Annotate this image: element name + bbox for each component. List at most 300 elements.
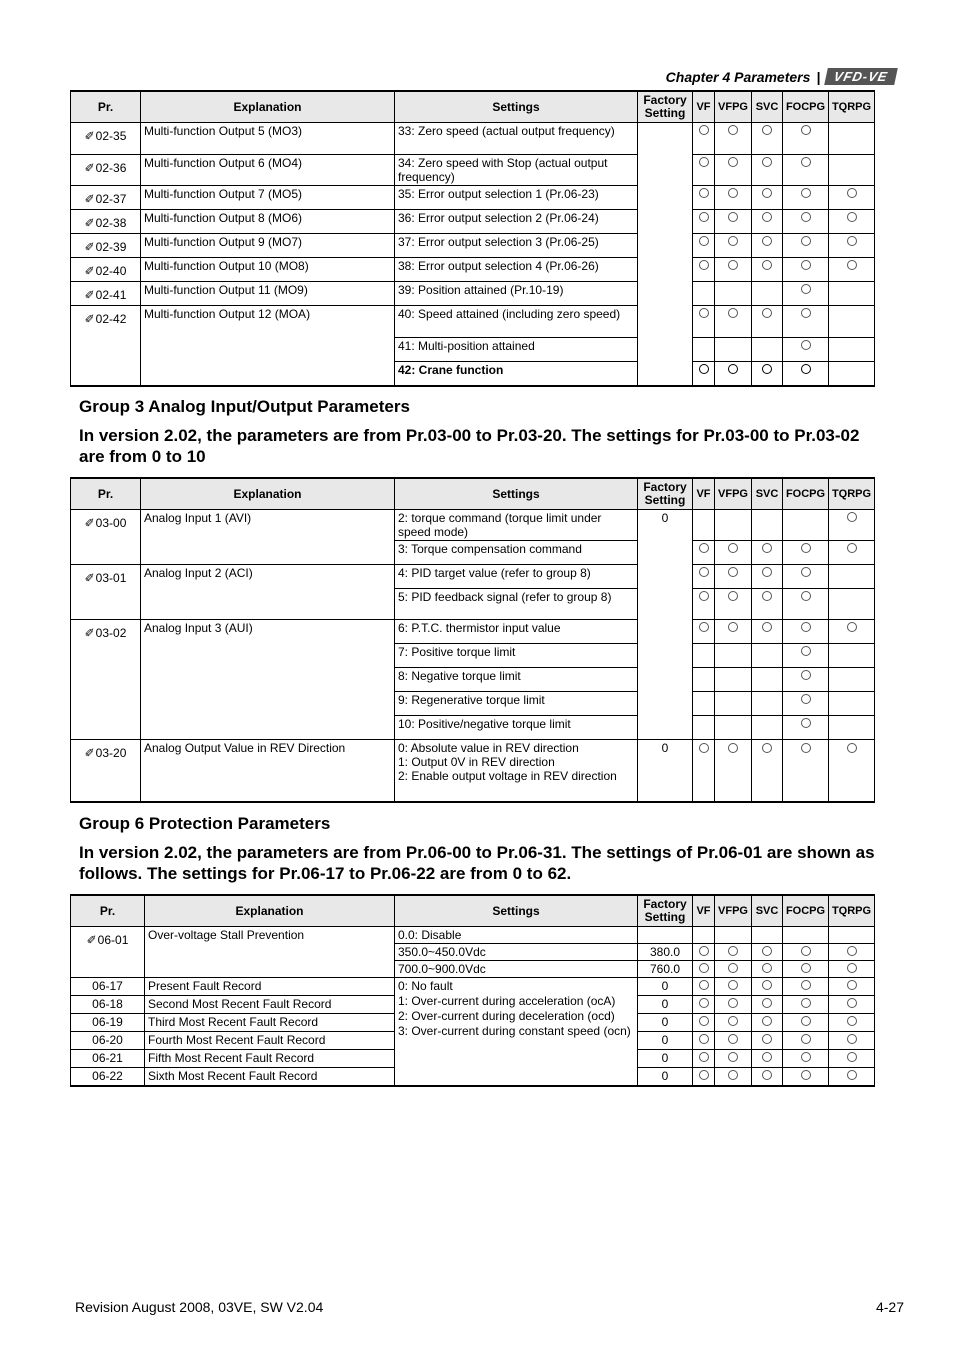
supported-circle-icon bbox=[801, 125, 811, 135]
supported-circle-icon bbox=[762, 212, 772, 222]
mode-cell-vfpg bbox=[715, 644, 752, 668]
mode-cell-vf bbox=[693, 186, 715, 210]
mode-cell-svc bbox=[752, 258, 783, 282]
chapter-title: Chapter 4 Parameters bbox=[665, 68, 811, 85]
supported-circle-icon bbox=[762, 1070, 772, 1080]
factory-setting: 0 bbox=[638, 1068, 693, 1086]
mode-cell-vfpg bbox=[715, 978, 752, 996]
table-header-row bbox=[71, 91, 875, 123]
setting-line: 0: No fault bbox=[398, 979, 453, 993]
supported-circle-icon bbox=[801, 670, 811, 680]
param-number-text: 02-42 bbox=[95, 312, 127, 326]
editable-param-icon: ✐ bbox=[84, 288, 95, 302]
mode-cell-vf bbox=[693, 978, 715, 996]
mode-cell-focpg bbox=[783, 620, 829, 644]
mode-cell-svc bbox=[752, 961, 783, 978]
mode-cell-vfpg bbox=[715, 210, 752, 234]
mode-cell-vfpg bbox=[715, 620, 752, 644]
supported-circle-icon bbox=[699, 622, 709, 632]
setting-line: 2: Over-current during deceleration (ocd) bbox=[398, 1009, 615, 1023]
mode-cell-svc bbox=[752, 996, 783, 1014]
setting-text: 33: Zero speed (actual output frequency) bbox=[395, 123, 638, 155]
supported-circle-icon bbox=[699, 743, 709, 753]
param-explanation: Multi-function Output 7 (MO5) bbox=[141, 186, 395, 210]
supported-circle-icon bbox=[728, 743, 738, 753]
param-number: 06-22 bbox=[71, 1068, 145, 1086]
mode-cell-tqrpg bbox=[829, 1068, 875, 1086]
mode-cell-vfpg bbox=[715, 944, 752, 961]
mode-cell-vfpg bbox=[715, 362, 752, 386]
supported-circle-icon bbox=[801, 963, 811, 973]
mode-cell-vf bbox=[693, 668, 715, 692]
mode-cell bbox=[715, 740, 752, 802]
mode-cell-vf bbox=[693, 589, 715, 620]
supported-circle-icon bbox=[699, 364, 709, 374]
mode-cell-svc bbox=[752, 155, 783, 186]
param-number-text: 02-37 bbox=[95, 192, 127, 206]
setting-text bbox=[395, 740, 638, 802]
supported-circle-icon bbox=[801, 157, 811, 167]
editable-param-icon: ✐ bbox=[84, 129, 95, 143]
supported-circle-icon bbox=[762, 1052, 772, 1062]
editable-param-icon: ✐ bbox=[84, 312, 95, 326]
supported-circle-icon bbox=[847, 260, 857, 270]
param-explanation: Multi-function Output 8 (MO6) bbox=[141, 210, 395, 234]
setting-text: 34: Zero speed with Stop (actual output frequency) bbox=[395, 155, 638, 186]
supported-circle-icon bbox=[762, 622, 772, 632]
param-number: 06-18 bbox=[71, 996, 145, 1014]
param-number bbox=[71, 234, 141, 258]
mode-cell-svc bbox=[752, 234, 783, 258]
header-separator: | bbox=[816, 68, 821, 85]
col-factory: Factory Setting bbox=[638, 895, 693, 927]
supported-circle-icon bbox=[801, 646, 811, 656]
setting-text: 2: torque command (torque limit under speed mode) bbox=[395, 510, 638, 541]
supported-circle-icon bbox=[847, 963, 857, 973]
param-explanation: Fifth Most Recent Fault Record bbox=[145, 1050, 395, 1068]
mode-cell-vf bbox=[693, 510, 715, 541]
table-row bbox=[71, 282, 875, 306]
editable-param-icon: ✐ bbox=[84, 264, 95, 278]
param-number: 06-21 bbox=[71, 1050, 145, 1068]
supported-circle-icon bbox=[728, 946, 738, 956]
supported-circle-icon bbox=[847, 1052, 857, 1062]
supported-circle-icon bbox=[801, 284, 811, 294]
mode-cell bbox=[783, 740, 829, 802]
mode-cell-tqrpg bbox=[829, 258, 875, 282]
col-tqrpg: TQRPG bbox=[829, 478, 875, 510]
mode-cell-focpg bbox=[783, 644, 829, 668]
supported-circle-icon bbox=[699, 1034, 709, 1044]
group6-title: Group 6 Protection Parameters bbox=[79, 814, 331, 833]
supported-circle-icon bbox=[801, 946, 811, 956]
param-explanation: Sixth Most Recent Fault Record bbox=[145, 1068, 395, 1086]
mode-cell-svc bbox=[752, 362, 783, 386]
mode-cell-vfpg bbox=[715, 338, 752, 362]
mode-cell-focpg bbox=[783, 306, 829, 338]
mode-cell-vfpg bbox=[715, 961, 752, 978]
mode-cell-vf bbox=[693, 210, 715, 234]
param-number bbox=[71, 510, 141, 565]
supported-circle-icon bbox=[728, 1070, 738, 1080]
supported-circle-icon bbox=[847, 980, 857, 990]
setting-text: 350.0~450.0Vdc bbox=[395, 944, 638, 961]
supported-circle-icon bbox=[801, 980, 811, 990]
mode-cell-vf bbox=[693, 338, 715, 362]
supported-circle-icon bbox=[801, 308, 811, 318]
table-row bbox=[71, 740, 875, 802]
setting-line: 1: Over-current during acceleration (ocA) bbox=[398, 994, 616, 1008]
mode-cell-focpg bbox=[783, 362, 829, 386]
mode-cell-vfpg bbox=[715, 668, 752, 692]
mode-cell-focpg bbox=[783, 996, 829, 1014]
mode-cell-focpg bbox=[783, 589, 829, 620]
param-number bbox=[71, 927, 145, 978]
supported-circle-icon bbox=[699, 963, 709, 973]
mode-cell-vf bbox=[693, 362, 715, 386]
supported-circle-icon bbox=[801, 694, 811, 704]
mode-cell-tqrpg bbox=[829, 565, 875, 589]
mode-cell-focpg bbox=[783, 565, 829, 589]
col-pr: Pr. bbox=[71, 895, 145, 927]
param-number-text: 03-01 bbox=[95, 571, 127, 585]
supported-circle-icon bbox=[762, 980, 772, 990]
mode-cell-vfpg bbox=[715, 1032, 752, 1050]
param-number bbox=[71, 620, 141, 740]
supported-circle-icon bbox=[801, 998, 811, 1008]
param-number: 06-17 bbox=[71, 978, 145, 996]
supported-circle-icon bbox=[762, 236, 772, 246]
mode-cell-vfpg bbox=[715, 1068, 752, 1086]
mode-cell-focpg bbox=[783, 234, 829, 258]
supported-circle-icon bbox=[762, 157, 772, 167]
supported-circle-icon bbox=[699, 1070, 709, 1080]
supported-circle-icon bbox=[801, 743, 811, 753]
param-explanation: Analog Input 1 (AVI) bbox=[141, 510, 395, 565]
factory-setting: 0 bbox=[638, 740, 693, 802]
col-vfpg: VFPG bbox=[715, 478, 752, 510]
table-header-row bbox=[71, 895, 875, 927]
mode-cell-focpg bbox=[783, 716, 829, 740]
supported-circle-icon bbox=[847, 1034, 857, 1044]
col-vfpg: VFPG bbox=[715, 895, 752, 927]
mode-cell-svc bbox=[752, 510, 783, 541]
mode-cell-vfpg bbox=[715, 306, 752, 338]
mode-cell bbox=[829, 740, 875, 802]
mode-cell-focpg bbox=[783, 338, 829, 362]
param-number: 06-19 bbox=[71, 1014, 145, 1032]
param-explanation: Fourth Most Recent Fault Record bbox=[145, 1032, 395, 1050]
param-number-text: 02-38 bbox=[95, 216, 127, 230]
mode-cell-tqrpg bbox=[829, 620, 875, 644]
mode-cell-focpg bbox=[783, 1068, 829, 1086]
mode-cell-vf bbox=[693, 541, 715, 565]
param-explanation: Analog Input 3 (AUI) bbox=[141, 620, 395, 740]
supported-circle-icon bbox=[762, 364, 772, 374]
mode-cell-vfpg bbox=[715, 927, 752, 944]
supported-circle-icon bbox=[801, 260, 811, 270]
mode-cell-focpg bbox=[783, 978, 829, 996]
mode-cell-tqrpg bbox=[829, 944, 875, 961]
col-vf: VF bbox=[693, 91, 715, 123]
supported-circle-icon bbox=[801, 364, 811, 374]
mode-cell-vf bbox=[693, 961, 715, 978]
editable-param-icon: ✐ bbox=[84, 626, 95, 640]
supported-circle-icon bbox=[847, 1070, 857, 1080]
supported-circle-icon bbox=[847, 543, 857, 553]
footer-revision: Revision August 2008, 03VE, SW V2.04 bbox=[75, 1299, 324, 1315]
mode-cell-svc bbox=[752, 282, 783, 306]
mode-cell-tqrpg bbox=[829, 961, 875, 978]
supported-circle-icon bbox=[762, 260, 772, 270]
supported-circle-icon bbox=[728, 591, 738, 601]
supported-circle-icon bbox=[728, 125, 738, 135]
supported-circle-icon bbox=[762, 1034, 772, 1044]
supported-circle-icon bbox=[728, 157, 738, 167]
setting-text: 37: Error output selection 3 (Pr.06-25) bbox=[395, 234, 638, 258]
param-explanation: Multi-function Output 9 (MO7) bbox=[141, 234, 395, 258]
mode-cell-vf bbox=[693, 1068, 715, 1086]
supported-circle-icon bbox=[699, 1016, 709, 1026]
supported-circle-icon bbox=[801, 591, 811, 601]
mode-cell-tqrpg bbox=[829, 155, 875, 186]
supported-circle-icon bbox=[801, 1034, 811, 1044]
setting-text: 5: PID feedback signal (refer to group 8) bbox=[395, 589, 638, 620]
factory-setting bbox=[638, 927, 693, 944]
mode-cell-tqrpg bbox=[829, 362, 875, 386]
supported-circle-icon bbox=[728, 1052, 738, 1062]
mode-cell-tqrpg bbox=[829, 186, 875, 210]
supported-circle-icon bbox=[728, 364, 738, 374]
setting-text: 36: Error output selection 2 (Pr.06-24) bbox=[395, 210, 638, 234]
group3-note: In version 2.02, the parameters are from Pr.03-00 to Pr.03-20. The settings for Pr.03-00 to Pr.03-02 are from 0 to 10 bbox=[79, 426, 860, 466]
mode-cell-svc bbox=[752, 668, 783, 692]
mode-cell-vfpg bbox=[715, 510, 752, 541]
supported-circle-icon bbox=[728, 188, 738, 198]
factory-setting: 0 bbox=[638, 1032, 693, 1050]
setting-text: 700.0~900.0Vdc bbox=[395, 961, 638, 978]
mode-cell-focpg bbox=[783, 123, 829, 155]
editable-param-icon: ✐ bbox=[84, 192, 95, 206]
mode-cell-svc bbox=[752, 123, 783, 155]
param-explanation: Second Most Recent Fault Record bbox=[145, 996, 395, 1014]
mode-cell-focpg bbox=[783, 668, 829, 692]
factory-setting: 0 bbox=[638, 996, 693, 1014]
mode-cell-tqrpg bbox=[829, 978, 875, 996]
table-row bbox=[71, 927, 875, 944]
col-settings: Settings bbox=[395, 478, 638, 510]
factory-setting: 0 bbox=[638, 1014, 693, 1032]
col-pr: Pr. bbox=[71, 91, 141, 123]
mode-cell-vf bbox=[693, 234, 715, 258]
mode-cell-svc bbox=[752, 306, 783, 338]
param-number bbox=[71, 740, 141, 802]
mode-cell-svc bbox=[752, 1014, 783, 1032]
mode-cell-focpg bbox=[783, 692, 829, 716]
table-row bbox=[71, 123, 875, 155]
supported-circle-icon bbox=[847, 236, 857, 246]
param-explanation: Multi-function Output 5 (MO3) bbox=[141, 123, 395, 155]
supported-circle-icon bbox=[728, 308, 738, 318]
mode-cell-vfpg bbox=[715, 186, 752, 210]
param-explanation: Third Most Recent Fault Record bbox=[145, 1014, 395, 1032]
mode-cell-vf bbox=[693, 644, 715, 668]
setting-text: 10: Positive/negative torque limit bbox=[395, 716, 638, 740]
supported-circle-icon bbox=[801, 1070, 811, 1080]
setting-line: 1: Output 0V in REV direction bbox=[398, 755, 555, 769]
supported-circle-icon bbox=[762, 125, 772, 135]
mode-cell-vf bbox=[693, 258, 715, 282]
supported-circle-icon bbox=[801, 188, 811, 198]
supported-circle-icon bbox=[762, 543, 772, 553]
mode-cell-tqrpg bbox=[829, 541, 875, 565]
param-number bbox=[71, 123, 141, 155]
mode-cell-vf bbox=[693, 996, 715, 1014]
table-row bbox=[71, 155, 875, 186]
supported-circle-icon bbox=[699, 236, 709, 246]
mode-cell-vf bbox=[693, 692, 715, 716]
col-svc: SVC bbox=[752, 478, 783, 510]
supported-circle-icon bbox=[728, 1034, 738, 1044]
mode-cell-focpg bbox=[783, 258, 829, 282]
mode-cell-focpg bbox=[783, 210, 829, 234]
col-vf: VF bbox=[693, 895, 715, 927]
param-number-text: 03-00 bbox=[95, 516, 127, 530]
mode-cell-svc bbox=[752, 716, 783, 740]
mode-cell-tqrpg bbox=[829, 1014, 875, 1032]
supported-circle-icon bbox=[699, 591, 709, 601]
mode-cell-vfpg bbox=[715, 565, 752, 589]
supported-circle-icon bbox=[699, 1052, 709, 1062]
setting-text: 38: Error output selection 4 (Pr.06-26) bbox=[395, 258, 638, 282]
mode-cell-vfpg bbox=[715, 1014, 752, 1032]
supported-circle-icon bbox=[801, 212, 811, 222]
mode-cell-focpg bbox=[783, 944, 829, 961]
col-vfpg: VFPG bbox=[715, 91, 752, 123]
supported-circle-icon bbox=[801, 543, 811, 553]
col-settings: Settings bbox=[395, 91, 638, 123]
param-number bbox=[71, 186, 141, 210]
editable-param-icon: ✐ bbox=[84, 240, 95, 254]
mode-cell-vfpg bbox=[715, 541, 752, 565]
mode-cell-focpg bbox=[783, 1014, 829, 1032]
param-explanation: Analog Output Value in REV Direction bbox=[141, 740, 395, 802]
editable-param-icon: ✐ bbox=[84, 161, 95, 175]
mode-cell-svc bbox=[752, 1068, 783, 1086]
setting-text: 35: Error output selection 1 (Pr.06-23) bbox=[395, 186, 638, 210]
factory-setting: 380.0 bbox=[638, 944, 693, 961]
supported-circle-icon bbox=[699, 308, 709, 318]
mode-cell-vf bbox=[693, 620, 715, 644]
supported-circle-icon bbox=[847, 1016, 857, 1026]
mode-cell-vf bbox=[693, 1032, 715, 1050]
mode-cell-tqrpg bbox=[829, 1032, 875, 1050]
table-row bbox=[71, 565, 875, 589]
table-row bbox=[71, 234, 875, 258]
protection-table bbox=[70, 894, 875, 1087]
mode-cell-vf bbox=[693, 565, 715, 589]
col-tqrpg: TQRPG bbox=[829, 91, 875, 123]
supported-circle-icon bbox=[847, 188, 857, 198]
mode-cell-focpg bbox=[783, 927, 829, 944]
supported-circle-icon bbox=[699, 125, 709, 135]
mode-cell-focpg bbox=[783, 541, 829, 565]
param-explanation: Present Fault Record bbox=[145, 978, 395, 996]
supported-circle-icon bbox=[801, 718, 811, 728]
editable-param-icon: ✐ bbox=[84, 746, 95, 760]
table-row bbox=[71, 978, 875, 996]
param-number-text: 02-41 bbox=[95, 288, 127, 302]
mode-cell-focpg bbox=[783, 1050, 829, 1068]
col-factory: Factory Setting bbox=[638, 478, 693, 510]
mode-cell-tqrpg bbox=[829, 692, 875, 716]
param-number-text: 02-40 bbox=[95, 264, 127, 278]
mode-cell-vfpg bbox=[715, 692, 752, 716]
mode-cell-vf bbox=[693, 155, 715, 186]
mode-cell-tqrpg bbox=[829, 210, 875, 234]
supported-circle-icon bbox=[801, 1052, 811, 1062]
col-explanation: Explanation bbox=[145, 895, 395, 927]
supported-circle-icon bbox=[728, 980, 738, 990]
mode-cell bbox=[693, 740, 715, 802]
col-svc: SVC bbox=[752, 895, 783, 927]
setting-text: 41: Multi-position attained bbox=[395, 338, 638, 362]
param-number bbox=[71, 155, 141, 186]
param-number-text: 02-35 bbox=[95, 129, 127, 143]
supported-circle-icon bbox=[728, 963, 738, 973]
supported-circle-icon bbox=[762, 1016, 772, 1026]
mode-cell-svc bbox=[752, 692, 783, 716]
col-focpg: FOCPG bbox=[783, 895, 829, 927]
col-svc: SVC bbox=[752, 91, 783, 123]
col-factory: Factory Setting bbox=[638, 91, 693, 123]
editable-param-icon: ✐ bbox=[84, 216, 95, 230]
supported-circle-icon bbox=[762, 946, 772, 956]
supported-circle-icon bbox=[762, 963, 772, 973]
setting-text: 40: Speed attained (including zero speed) bbox=[395, 306, 638, 338]
supported-circle-icon bbox=[728, 543, 738, 553]
multi-function-output-table bbox=[70, 90, 875, 387]
mode-cell-focpg bbox=[783, 510, 829, 541]
supported-circle-icon bbox=[728, 260, 738, 270]
supported-circle-icon bbox=[762, 567, 772, 577]
col-explanation: Explanation bbox=[141, 91, 395, 123]
param-number bbox=[71, 210, 141, 234]
factory-setting: 760.0 bbox=[638, 961, 693, 978]
supported-circle-icon bbox=[762, 188, 772, 198]
setting-line: 3: Over-current during constant speed (ocn) bbox=[398, 1024, 631, 1038]
param-number-text: 02-36 bbox=[95, 161, 127, 175]
col-pr: Pr. bbox=[71, 478, 141, 510]
mode-cell-tqrpg bbox=[829, 996, 875, 1014]
factory-setting: 0 bbox=[638, 978, 693, 996]
factory-setting: 0 bbox=[638, 510, 693, 740]
setting-text: 8: Negative torque limit bbox=[395, 668, 638, 692]
supported-circle-icon bbox=[847, 998, 857, 1008]
mode-cell-svc bbox=[752, 565, 783, 589]
param-number bbox=[71, 306, 141, 386]
mode-cell-tqrpg bbox=[829, 510, 875, 541]
supported-circle-icon bbox=[762, 591, 772, 601]
setting-text: 4: PID target value (refer to group 8) bbox=[395, 565, 638, 589]
mode-cell-vf bbox=[693, 944, 715, 961]
param-number bbox=[71, 258, 141, 282]
supported-circle-icon bbox=[762, 743, 772, 753]
supported-circle-icon bbox=[728, 212, 738, 222]
mode-cell-svc bbox=[752, 927, 783, 944]
supported-circle-icon bbox=[699, 567, 709, 577]
mode-cell-vfpg bbox=[715, 123, 752, 155]
